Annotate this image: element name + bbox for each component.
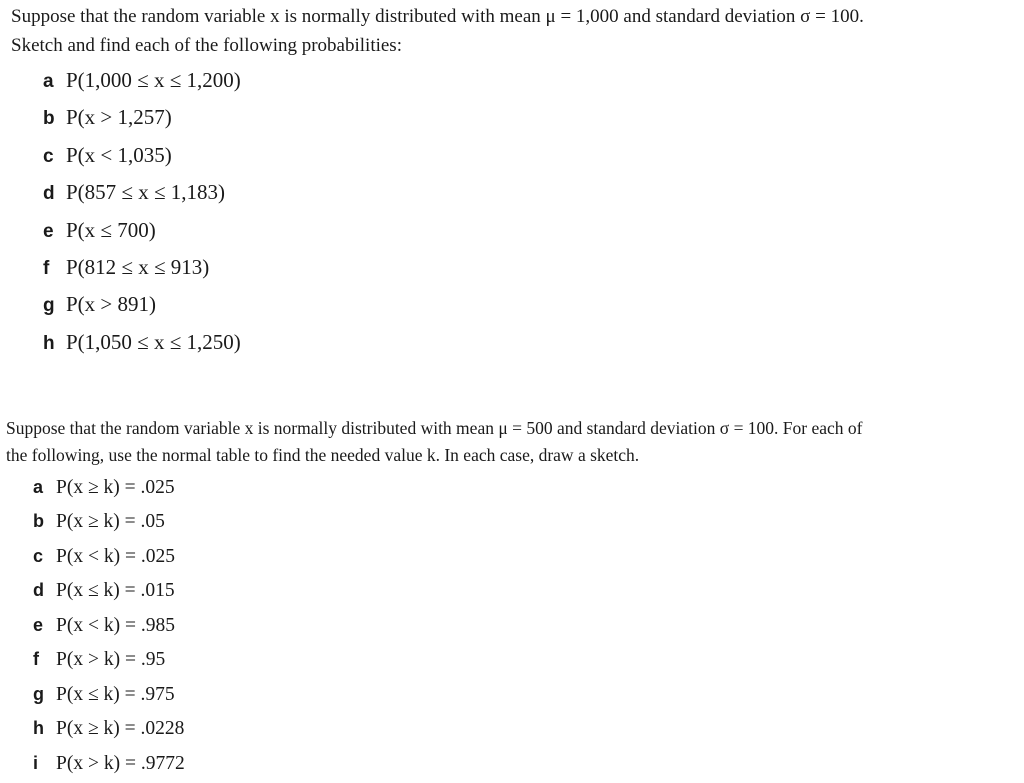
item-letter: g <box>43 295 55 316</box>
problem-1-item-e <box>43 215 156 245</box>
item-letter: g <box>33 684 44 704</box>
item-expression: P(x > k) = .9772 <box>56 753 185 774</box>
item-expression: P(812 ≤ x ≤ 913) <box>66 255 210 279</box>
item-expression: P(x ≥ k) = .025 <box>56 477 175 498</box>
problem-1-item-g <box>43 289 156 319</box>
problem-2-item-b <box>33 507 165 535</box>
problem-2-intro-line-1: Suppose that the random variable x is normally distributed with mean μ = 500 and standard deviation σ = 100. For each of <box>6 418 863 438</box>
item-expression: P(x < k) = .985 <box>56 615 175 636</box>
item-expression: P(857 ≤ x ≤ 1,183) <box>66 180 225 204</box>
item-letter: i <box>33 753 39 773</box>
item-letter: e <box>33 615 44 635</box>
item-expression: P(1,050 ≤ x ≤ 1,250) <box>66 330 241 354</box>
problem-1-item-d <box>43 177 225 207</box>
item-letter: f <box>33 649 39 669</box>
item-expression: P(x ≤ k) = .975 <box>56 684 175 705</box>
problem-1-item-f <box>43 252 209 282</box>
item-letter: a <box>43 71 54 92</box>
problem-2-item-i <box>33 749 185 777</box>
problem-1 <box>0 0 1024 380</box>
item-expression: P(x ≥ k) = .0228 <box>56 718 185 739</box>
item-letter: c <box>33 546 44 566</box>
problem-2-item-e <box>33 611 175 639</box>
item-letter: h <box>43 333 55 354</box>
problem-2-intro-line-2: the following, use the normal table to find the needed value k. In each case, draw a sketch. <box>6 445 640 465</box>
problem-1-item-h <box>43 327 241 357</box>
item-expression: P(x ≤ k) = .015 <box>56 580 175 601</box>
item-expression: P(x ≥ k) = .05 <box>56 511 165 532</box>
item-letter: c <box>43 146 54 167</box>
problem-1-intro-line-1: Suppose that the random variable x is normally distributed with mean μ = 1,000 and standard deviation σ = 100. <box>11 6 864 27</box>
problem-2-item-c <box>33 542 175 570</box>
item-letter: e <box>43 221 54 242</box>
problem-1-item-a <box>43 65 241 95</box>
item-expression: P(x > 891) <box>66 292 157 316</box>
problem-2-item-d <box>33 576 175 604</box>
problem-1-item-c <box>43 140 172 170</box>
problem-2-item-f <box>33 645 165 673</box>
item-expression: P(x < 1,035) <box>66 143 172 167</box>
item-expression: P(x > 1,257) <box>66 105 172 129</box>
problem-2-item-a <box>33 473 175 501</box>
item-expression: P(x < k) = .025 <box>56 546 175 567</box>
item-expression: P(x > k) = .95 <box>56 649 166 670</box>
problem-1-intro-line-2: Sketch and find each of the following probabilities: <box>11 35 402 56</box>
problem-2-item-g <box>33 680 175 708</box>
item-letter: d <box>43 183 55 204</box>
item-letter: h <box>33 718 44 738</box>
item-expression: P(x ≤ 700) <box>66 218 156 242</box>
item-letter: f <box>43 258 50 279</box>
item-letter: a <box>33 477 44 497</box>
item-letter: b <box>43 108 55 129</box>
problem-1-item-b <box>43 102 172 132</box>
problem-2 <box>0 410 1024 783</box>
item-letter: b <box>33 511 44 531</box>
item-expression: P(1,000 ≤ x ≤ 1,200) <box>66 68 241 92</box>
item-letter: d <box>33 580 44 600</box>
problem-2-item-h <box>33 714 184 742</box>
